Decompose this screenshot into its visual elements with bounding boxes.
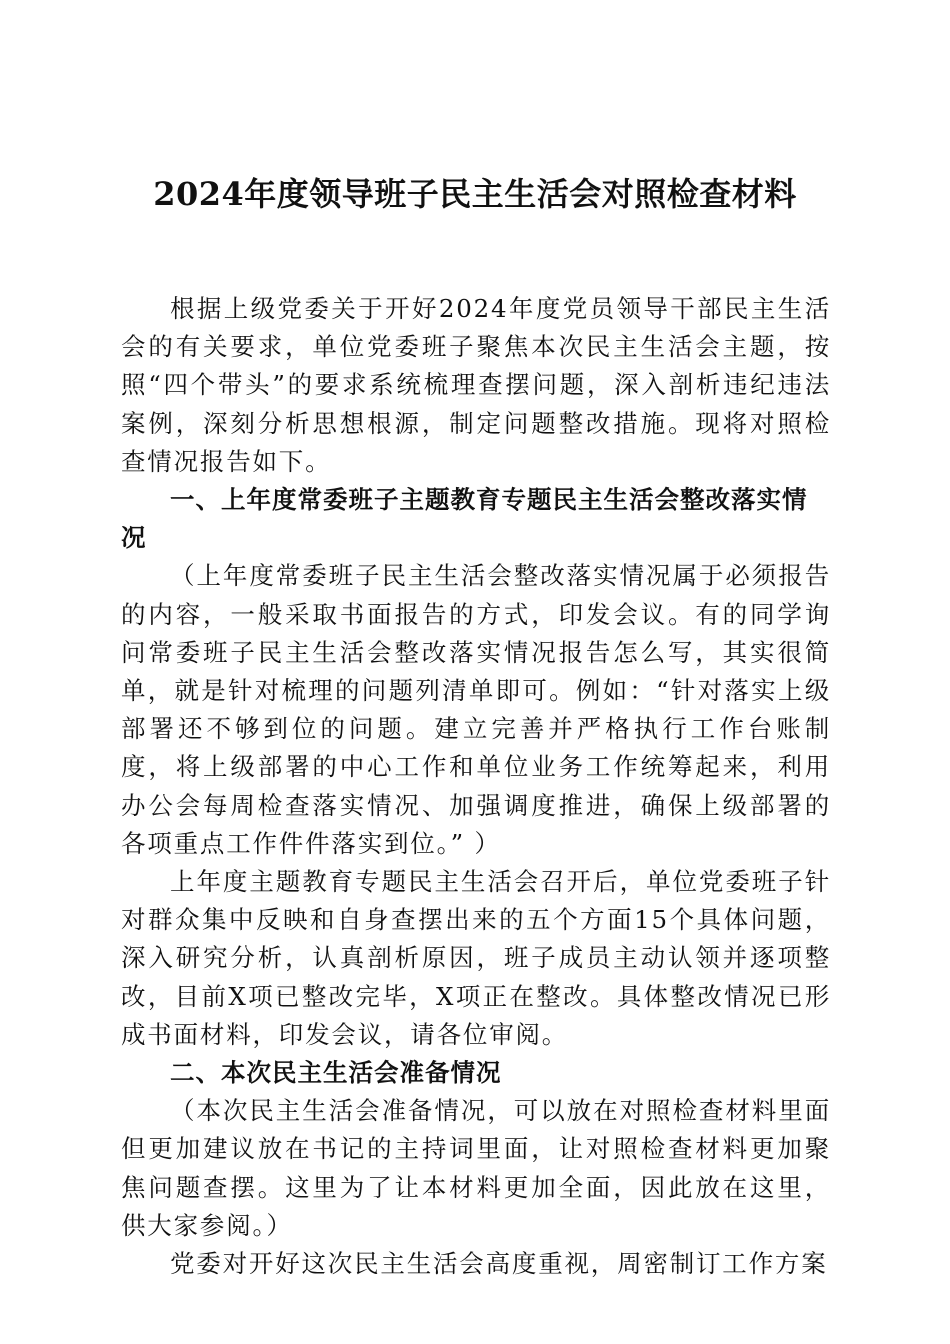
section-1-heading: 一、上年度常委班子主题教育专题民主生活会整改落实情况 <box>121 485 808 553</box>
section-1-body-paragraph: 上年度主题教育专题民主生活会召开后，单位党委班子针对群众集中反映和自身查摆出来的五个方面15个具体问题，深入研究分析，认真剖析原因，班子成员主动认领并逐项整改，目前X项已整改完毕，X项正在整改。具体整改情况已形成书面材料，印发会议，请各位审阅。 <box>121 867 831 1049</box>
document-title: 2024年度领导班子民主生活会对照检查材料 <box>153 175 797 213</box>
section-2-note-paragraph: （本次民主生活会准备情况，可以放在对照检查材料里面但更加建议放在书记的主持词里面，让对照检查材料更加聚焦问题查摆。这里为了让本材料更加全面，因此放在这里，供大家参阅。） <box>121 1096 831 1240</box>
document-body <box>121 290 831 1283</box>
intro-paragraph: 根据上级党委关于开好2024年度党员领导干部民主生活会的有关要求，单位党委班子聚焦本次民主生活会主题，按照“四个带头”的要求系统梳理查摆问题，深入剖析违纪违法案例，深刻分析思想根源，制定问题整改措施。现将对照检查情况报告如下。 <box>121 294 831 476</box>
section-1-note-paragraph: （上年度常委班子民主生活会整改落实情况属于必须报告的内容，一般采取书面报告的方式，印发会议。有的同学询问常委班子民主生活会整改落实情况报告怎么写，其实很简单，就是针对梳理的问题列清单即可。例如：“针对落实上级部署还不够到位的问题。建立完善并严格执行工作台账制度，将上级部署的中心工作和单位业务工作统筹起来，利用办公会每周检查落实情况、加强调度推进，确保上级部署的各项重点工作件件落实到位。” ） <box>121 561 831 858</box>
section-2-body-paragraph: 党委对开好这次民主生活会高度重视，周密制订工作方案 <box>170 1249 828 1279</box>
section-2-heading: 二、本次民主生活会准备情况 <box>170 1058 502 1088</box>
